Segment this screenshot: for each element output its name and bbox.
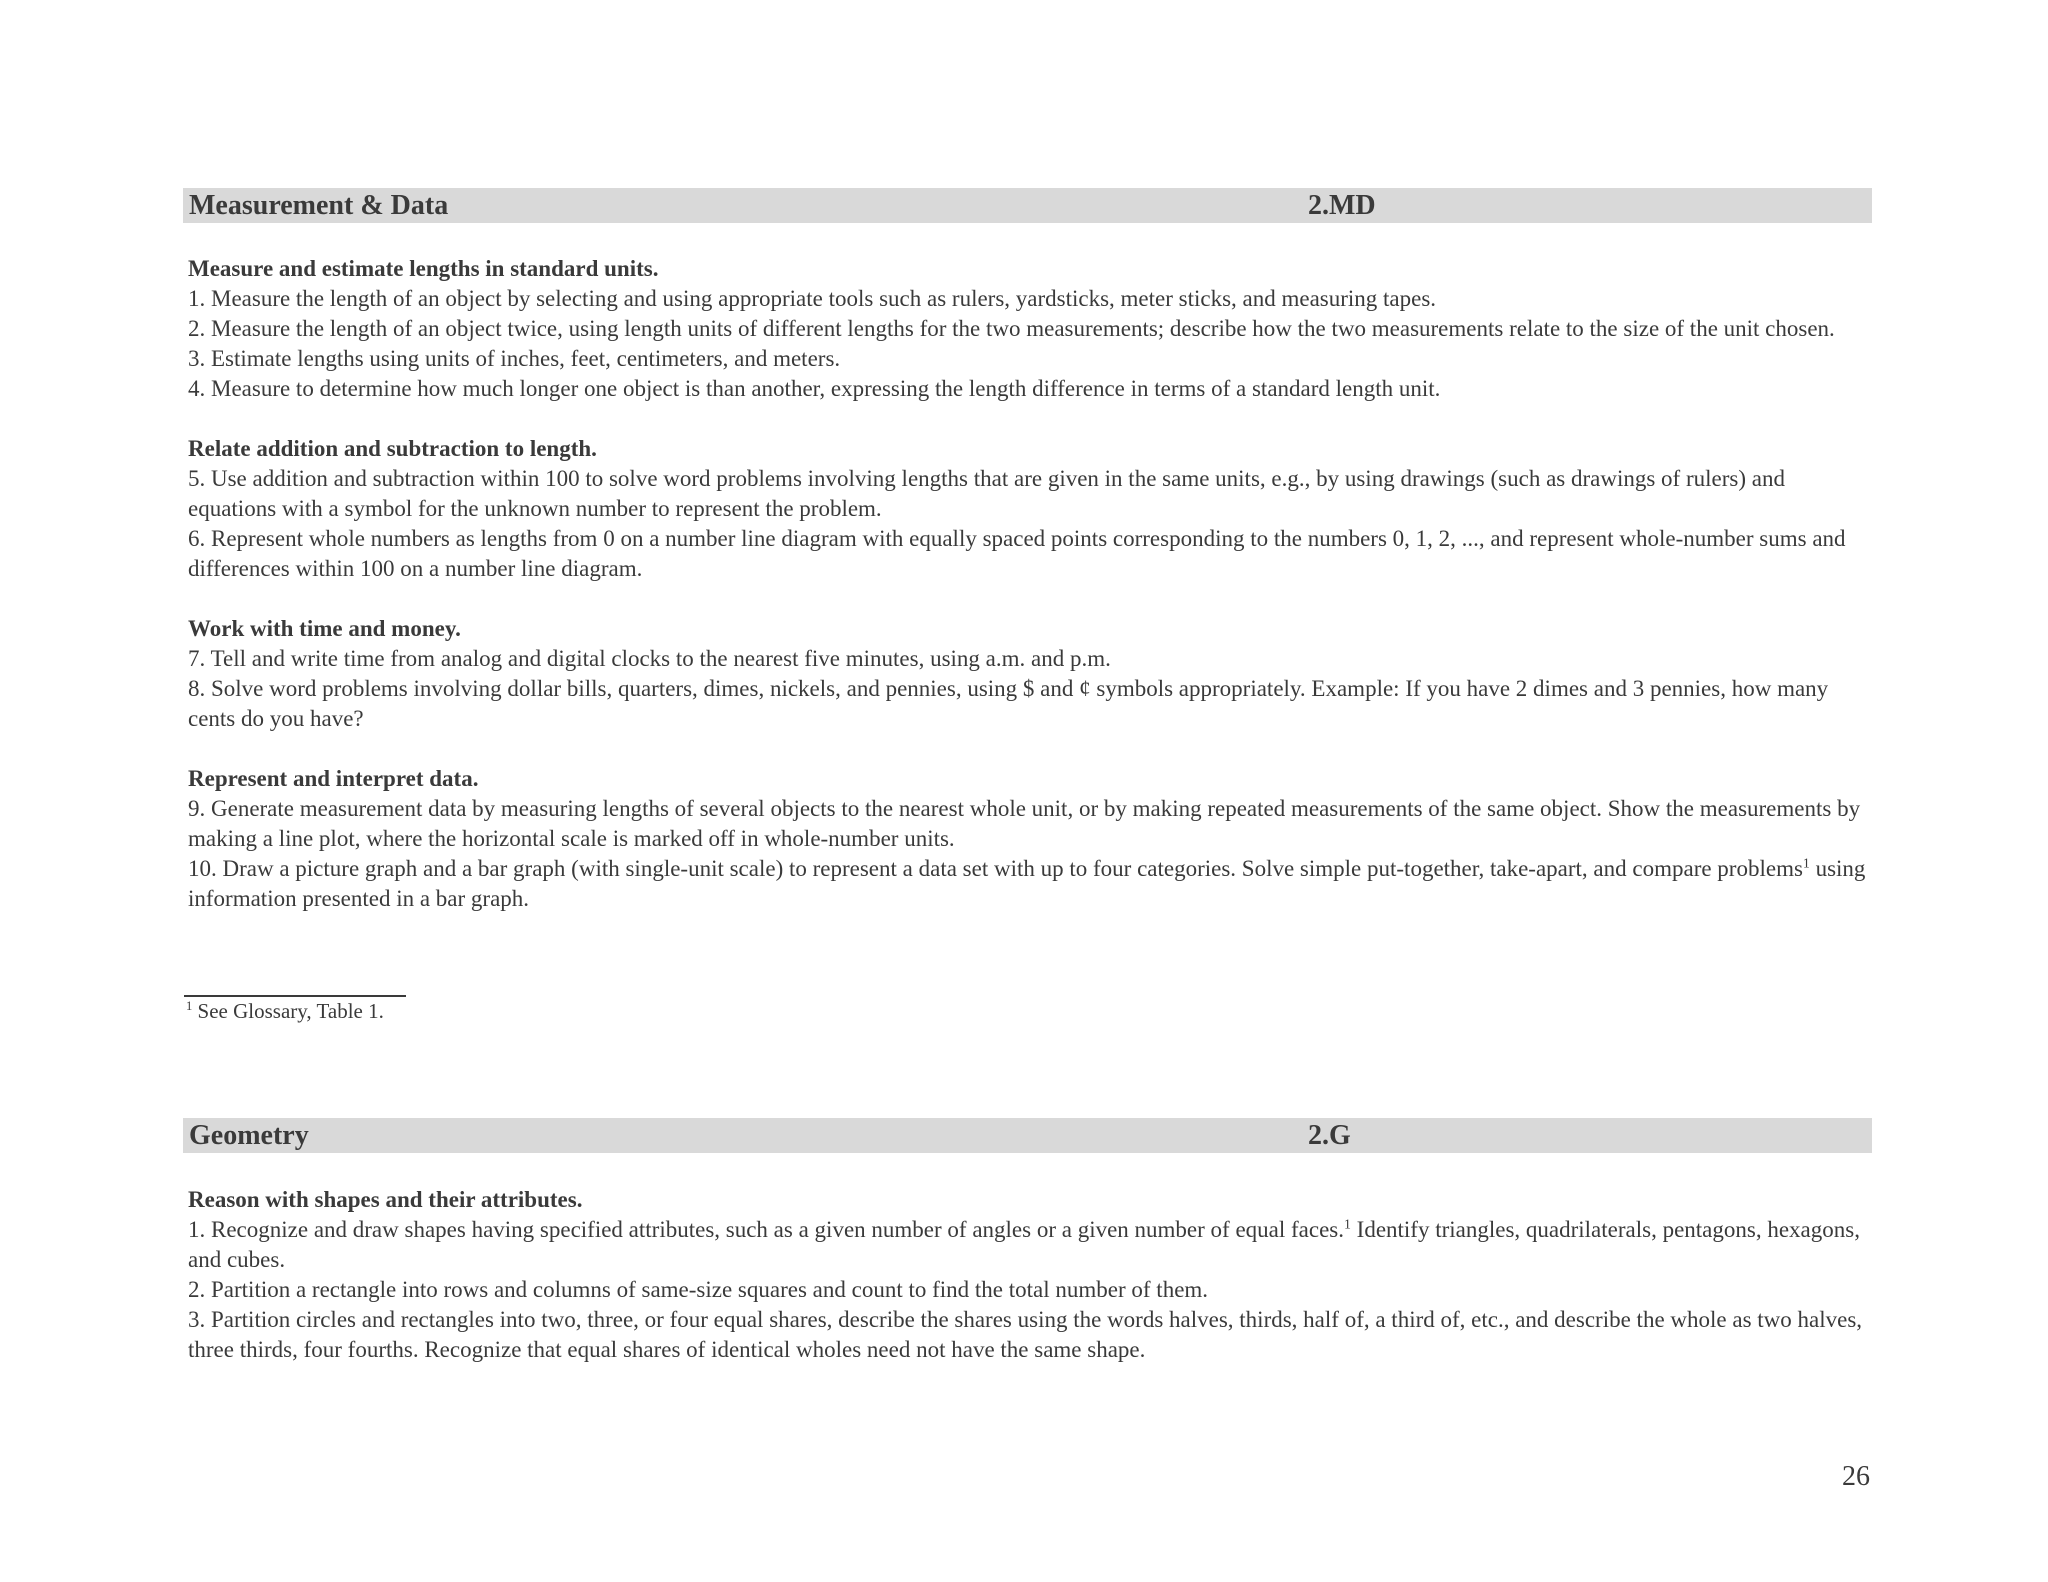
standard-text: 10. Draw a picture graph and a bar graph (with single-unit scale) to represent a data set with up to four categories. Solve simple put-together, take-apart, and compare problems bbox=[188, 856, 1803, 881]
standard-item bbox=[188, 1215, 1868, 1275]
standard-item: 3. Estimate lengths using units of inches, feet, centimeters, and meters. bbox=[188, 346, 841, 371]
cluster-heading: Measure and estimate lengths in standard units. bbox=[188, 256, 659, 281]
section-code: 2.MD bbox=[1308, 190, 1376, 221]
section-body-geometry bbox=[188, 1185, 1868, 1395]
cluster bbox=[188, 434, 1868, 584]
footnote-reference: 1 bbox=[1802, 855, 1810, 871]
standard-item: 9. Generate measurement data by measuring lengths of several objects to the nearest whole unit, or by making repeated measurements of the same object. Show the measurements by making a line plot, where the horizontal scale is marked off in whole-number units. bbox=[188, 796, 1861, 851]
standard-item: 8. Solve word problems involving dollar bills, quarters, dimes, nickels, and pennies, using $ and ¢ symbols appropriately. Example: If you have 2 dimes and 3 pennies, how many cents do you have? bbox=[188, 676, 1829, 731]
standard-item: 2. Measure the length of an object twice, using length units of different lengths for the two measurements; describe how the two measurements relate to the size of the unit chosen. bbox=[188, 316, 1835, 341]
cluster bbox=[188, 614, 1868, 734]
standard-item: 2. Partition a rectangle into rows and columns of same-size squares and count to find the total number of them. bbox=[188, 1277, 1209, 1302]
standard-text: 1. Recognize and draw shapes having specified attributes, such as a given number of angles or a given number of equal faces. bbox=[188, 1217, 1344, 1242]
standard-item: 7. Tell and write time from analog and digital clocks to the nearest five minutes, using a.m. and p.m. bbox=[188, 646, 1111, 671]
page-number: 26 bbox=[1842, 1461, 1870, 1492]
footnote-reference: 1 bbox=[1344, 1216, 1351, 1232]
cluster-heading: Reason with shapes and their attributes. bbox=[188, 1187, 583, 1212]
standard-item bbox=[188, 854, 1868, 914]
footnote-text: See Glossary, Table 1. bbox=[192, 999, 384, 1023]
section-body-measurement-data bbox=[188, 254, 1868, 944]
cluster bbox=[188, 764, 1868, 914]
cluster-heading: Represent and interpret data. bbox=[188, 766, 479, 791]
footnote-marker: 1 bbox=[186, 999, 193, 1013]
standard-item: 5. Use addition and subtraction within 100 to solve word problems involving lengths that are given in the same units, e.g., by using drawings (such as drawings of rulers) and equations with a symbol for the unknown number to represent the problem. bbox=[188, 466, 1785, 521]
standard-text: using information presented in a bar graph. bbox=[188, 856, 1866, 911]
standard-text: Identify triangles, quadrilaterals, pentagons, hexagons, and cubes. bbox=[188, 1217, 1860, 1272]
cluster-heading: Relate addition and subtraction to length. bbox=[188, 436, 597, 461]
section-code: 2.G bbox=[1308, 1120, 1351, 1151]
footnote-divider bbox=[184, 995, 406, 997]
section-title: Measurement & Data bbox=[189, 190, 449, 221]
section-header-geometry bbox=[183, 1118, 1872, 1153]
standard-item: 3. Partition circles and rectangles into two, three, or four equal shares, describe the shares using the words halves, thirds, half of, a third of, etc., and describe the whole as two halves, three thirds, four fourths. Recognize that equal shares of identical wholes need not have the same shape. bbox=[188, 1307, 1863, 1362]
footnote bbox=[186, 998, 384, 1024]
section-header-measurement-data bbox=[183, 188, 1872, 223]
cluster-heading: Work with time and money. bbox=[188, 616, 461, 641]
standard-item: 6. Represent whole numbers as lengths from 0 on a number line diagram with equally spaced points corresponding to the numbers 0, 1, 2, ..., and represent whole-number sums and differences within 100 on a number line diagram. bbox=[188, 526, 1846, 581]
standard-item: 1. Measure the length of an object by selecting and using appropriate tools such as rulers, yardsticks, meter sticks, and measuring tapes. bbox=[188, 286, 1437, 311]
standard-item: 4. Measure to determine how much longer one object is than another, expressing the length difference in terms of a standard length unit. bbox=[188, 376, 1441, 401]
cluster bbox=[188, 254, 1868, 404]
section-title: Geometry bbox=[189, 1120, 309, 1151]
cluster bbox=[188, 1185, 1868, 1365]
